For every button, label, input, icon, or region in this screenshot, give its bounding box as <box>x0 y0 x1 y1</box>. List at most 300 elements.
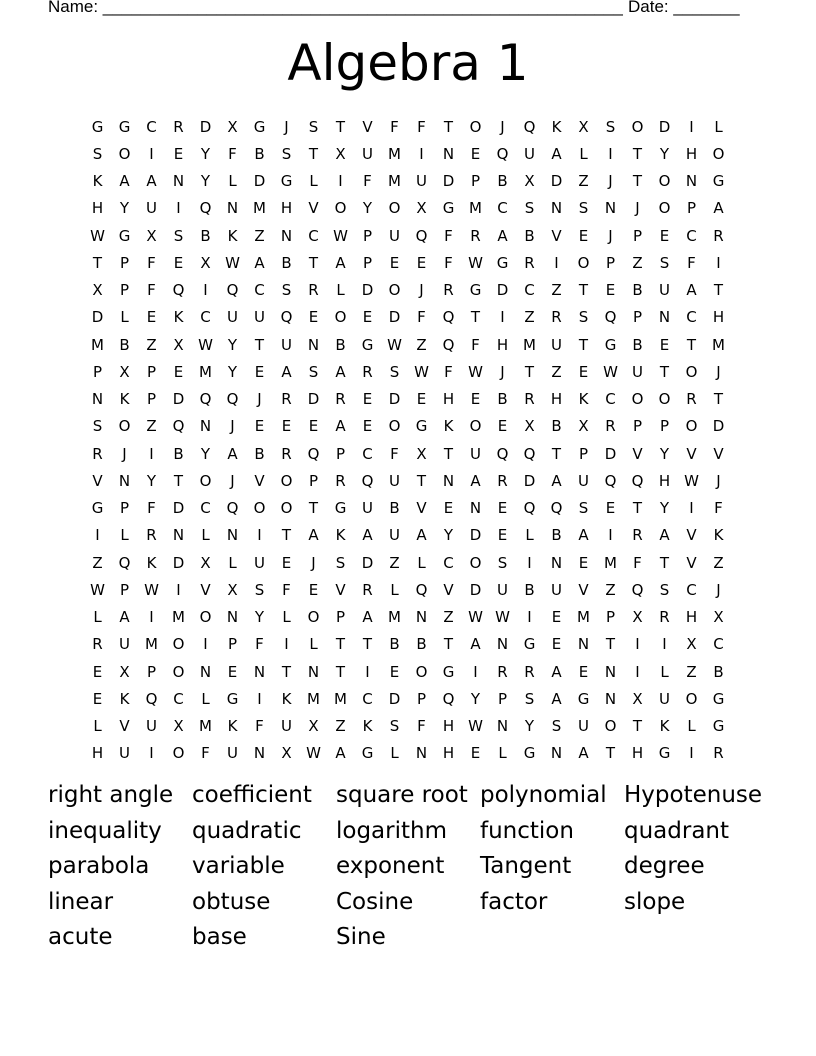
grid-letter: U <box>227 308 238 327</box>
grid-letter: E <box>173 253 184 272</box>
grid-letter: U <box>551 335 562 354</box>
word-bank-item: square root <box>336 782 468 808</box>
grid-letter: O <box>604 717 617 736</box>
grid-letter: O <box>685 417 698 436</box>
grid-letter: B <box>416 635 427 654</box>
grid-letter: T <box>308 144 319 163</box>
grid-letter: Z <box>713 553 724 572</box>
grid-letter: A <box>686 281 697 300</box>
grid-letter: Y <box>200 444 211 463</box>
grid-letter: A <box>551 471 562 490</box>
grid-letter: C <box>686 226 697 245</box>
grid-letter: K <box>659 717 670 736</box>
grid-letter: N <box>604 199 617 218</box>
grid-letter: D <box>388 308 401 327</box>
grid-letter: A <box>362 608 373 627</box>
word-bank-item: polynomial <box>480 782 607 808</box>
grid-letter: C <box>686 308 697 327</box>
grid-letter: D <box>550 172 563 191</box>
grid-letter: V <box>254 471 265 490</box>
grid-letter: G <box>118 117 131 136</box>
date-field-label: Date: _______ <box>628 0 740 16</box>
grid-letter: E <box>146 308 157 327</box>
grid-letter: U <box>146 717 157 736</box>
grid-letter: T <box>632 172 643 191</box>
grid-letter: A <box>335 744 346 763</box>
grid-letter: I <box>257 526 262 545</box>
grid-letter: Q <box>361 471 374 490</box>
grid-letter: W <box>90 580 105 599</box>
grid-letter: F <box>228 144 237 163</box>
grid-letter: L <box>120 526 129 545</box>
grid-letter: P <box>686 199 697 218</box>
grid-letter: T <box>632 499 643 518</box>
grid-letter: H <box>658 471 671 490</box>
grid-letter: G <box>712 689 725 708</box>
grid-letter: U <box>524 144 535 163</box>
grid-row <box>84 331 732 358</box>
grid-letter: R <box>713 744 724 763</box>
grid-letter: X <box>524 172 535 191</box>
grid-letter: L <box>309 635 318 654</box>
grid-letter: N <box>226 199 239 218</box>
grid-letter: G <box>496 253 509 272</box>
grid-letter: N <box>577 635 590 654</box>
grid-letter: J <box>500 362 505 381</box>
grid-letter: E <box>659 226 670 245</box>
grid-letter: V <box>686 526 697 545</box>
grid-letter: Z <box>389 553 400 572</box>
grid-letter: H <box>91 199 104 218</box>
grid-letter: O <box>658 199 671 218</box>
grid-letter: I <box>149 444 154 463</box>
grid-letter: B <box>254 444 265 463</box>
grid-letter: F <box>147 253 156 272</box>
grid-letter: T <box>551 444 562 463</box>
grid-letter: L <box>228 172 237 191</box>
grid-letter: S <box>335 553 346 572</box>
grid-letter: V <box>119 717 130 736</box>
grid-letter: O <box>118 144 131 163</box>
grid-letter: E <box>551 635 562 654</box>
grid-letter: I <box>716 253 721 272</box>
grid-letter: U <box>470 444 481 463</box>
grid-row <box>84 495 732 522</box>
grid-letter: U <box>281 717 292 736</box>
grid-letter: F <box>255 717 264 736</box>
grid-letter: D <box>523 471 536 490</box>
grid-letter: U <box>551 580 562 599</box>
grid-row <box>84 222 732 249</box>
grid-letter: D <box>91 308 104 327</box>
grid-letter: R <box>308 281 319 300</box>
grid-letter: Z <box>551 281 562 300</box>
grid-letter: F <box>147 499 156 518</box>
grid-letter: K <box>551 117 562 136</box>
grid-letter: N <box>280 226 293 245</box>
grid-letter: M <box>577 608 590 627</box>
grid-letter: V <box>308 199 319 218</box>
grid-letter: Q <box>442 335 455 354</box>
grid-letter: Y <box>443 526 454 545</box>
grid-letter: L <box>201 526 210 545</box>
grid-letter: F <box>471 335 480 354</box>
grid-letter: T <box>713 390 724 409</box>
grid-letter: Q <box>226 281 239 300</box>
grid-letter: G <box>469 281 482 300</box>
grid-letter: R <box>92 635 103 654</box>
grid-letter: K <box>362 717 373 736</box>
grid-letter: C <box>146 117 157 136</box>
grid-letter: G <box>118 226 131 245</box>
grid-letter: Z <box>632 253 643 272</box>
grid-letter: U <box>578 717 589 736</box>
grid-letter: V <box>443 580 454 599</box>
grid-letter: M <box>172 608 185 627</box>
grid-letter: S <box>308 117 319 136</box>
grid-letter: H <box>442 744 455 763</box>
grid-letter: G <box>523 635 536 654</box>
grid-row <box>84 358 732 385</box>
grid-letter: J <box>608 172 613 191</box>
grid-letter: Y <box>659 144 670 163</box>
grid-letter: U <box>389 226 400 245</box>
grid-letter: R <box>362 580 373 599</box>
grid-letter: R <box>335 471 346 490</box>
word-bank-item: logarithm <box>336 817 448 844</box>
word-bank-item: exponent <box>336 853 445 879</box>
grid-letter: N <box>442 471 455 490</box>
grid-row <box>84 631 732 658</box>
grid-letter: F <box>255 635 264 654</box>
grid-letter: X <box>524 417 535 436</box>
grid-letter: N <box>307 662 320 681</box>
grid-letter: T <box>92 253 103 272</box>
grid-letter: N <box>307 335 320 354</box>
grid-letter: X <box>200 553 211 572</box>
grid-letter: X <box>713 608 724 627</box>
grid-letter: D <box>469 580 482 599</box>
grid-letter: X <box>416 199 427 218</box>
grid-letter: P <box>497 689 508 708</box>
grid-letter: X <box>173 717 184 736</box>
grid-letter: T <box>659 362 670 381</box>
grid-letter: I <box>149 608 154 627</box>
grid-letter: L <box>714 117 723 136</box>
grid-letter: P <box>146 662 157 681</box>
grid-letter: S <box>605 117 616 136</box>
grid-letter: W <box>468 717 483 736</box>
grid-letter: X <box>308 717 319 736</box>
grid-letter: Q <box>307 444 320 463</box>
grid-letter: U <box>497 580 508 599</box>
word-bank-item: variable <box>192 853 285 879</box>
grid-letter: M <box>388 144 401 163</box>
grid-letter: S <box>551 717 562 736</box>
grid-letter: M <box>199 717 212 736</box>
word-bank-item: linear <box>48 888 114 915</box>
grid-letter: E <box>308 580 319 599</box>
grid-letter: L <box>309 172 318 191</box>
grid-letter: A <box>227 444 238 463</box>
grid-letter: O <box>469 117 482 136</box>
grid-letter: X <box>686 635 697 654</box>
grid-letter: N <box>496 717 509 736</box>
grid-letter: T <box>632 144 643 163</box>
grid-letter: Y <box>524 717 535 736</box>
grid-letter: U <box>119 635 130 654</box>
grid-letter: G <box>442 199 455 218</box>
grid-letter: I <box>149 744 154 763</box>
grid-letter: D <box>442 172 455 191</box>
grid-letter: Q <box>523 117 536 136</box>
grid-row <box>84 140 732 167</box>
grid-letter: G <box>577 689 590 708</box>
grid-letter: K <box>578 390 589 409</box>
grid-letter: R <box>470 226 481 245</box>
grid-letter: Q <box>415 580 428 599</box>
grid-letter: O <box>253 499 266 518</box>
grid-letter: E <box>659 335 670 354</box>
grid-letter: U <box>119 744 130 763</box>
grid-letter: Y <box>659 444 670 463</box>
grid-letter: T <box>335 662 346 681</box>
grid-letter: R <box>632 526 643 545</box>
grid-letter: T <box>659 553 670 572</box>
grid-letter: L <box>228 553 237 572</box>
grid-letter: N <box>172 172 185 191</box>
grid-letter: P <box>632 417 643 436</box>
grid-letter: D <box>172 553 185 572</box>
grid-letter: P <box>119 281 130 300</box>
grid-letter: B <box>551 526 562 545</box>
grid-letter: O <box>631 390 644 409</box>
grid-letter: E <box>551 608 562 627</box>
grid-letter: P <box>308 471 319 490</box>
grid-letter: H <box>631 744 644 763</box>
grid-letter: Q <box>496 144 509 163</box>
grid-letter: T <box>443 117 454 136</box>
grid-letter: U <box>389 526 400 545</box>
grid-letter: D <box>469 526 482 545</box>
grid-letter: P <box>119 253 130 272</box>
grid-letter: Y <box>227 362 238 381</box>
grid-letter: Q <box>199 390 212 409</box>
grid-letter: M <box>199 362 212 381</box>
grid-letter: K <box>443 417 454 436</box>
grid-letter: E <box>470 390 481 409</box>
grid-row <box>84 604 732 631</box>
grid-letter: R <box>281 444 292 463</box>
grid-letter: U <box>416 172 427 191</box>
grid-letter: X <box>200 253 211 272</box>
grid-letter: N <box>604 689 617 708</box>
grid-letter: D <box>172 390 185 409</box>
grid-letter: B <box>632 335 643 354</box>
grid-letter: B <box>524 580 535 599</box>
grid-letter: U <box>389 471 400 490</box>
grid-row <box>84 304 732 331</box>
grid-letter: L <box>93 608 102 627</box>
grid-letter: W <box>333 226 348 245</box>
grid-letter: E <box>497 499 508 518</box>
grid-letter: E <box>578 553 589 572</box>
grid-letter: Y <box>200 172 211 191</box>
grid-letter: I <box>419 144 424 163</box>
grid-letter: R <box>524 662 535 681</box>
grid-row <box>84 576 732 603</box>
grid-letter: J <box>716 362 721 381</box>
grid-letter: V <box>92 471 103 490</box>
grid-letter: O <box>388 417 401 436</box>
grid-letter: C <box>497 199 508 218</box>
grid-letter: X <box>632 689 643 708</box>
grid-letter: Y <box>470 689 481 708</box>
grid-letter: A <box>470 635 481 654</box>
grid-letter: R <box>146 526 157 545</box>
grid-letter: T <box>605 635 616 654</box>
grid-letter: R <box>713 226 724 245</box>
grid-letter: O <box>172 744 185 763</box>
grid-letter: O <box>577 253 590 272</box>
grid-letter: U <box>632 362 643 381</box>
grid-letter: I <box>527 608 532 627</box>
grid-letter: J <box>716 471 721 490</box>
grid-letter: B <box>524 226 535 245</box>
grid-row <box>84 713 732 740</box>
grid-letter: B <box>497 390 508 409</box>
grid-letter: E <box>416 253 427 272</box>
grid-letter: N <box>415 744 428 763</box>
grid-letter: O <box>280 471 293 490</box>
grid-letter: R <box>335 390 346 409</box>
grid-letter: D <box>172 499 185 518</box>
grid-letter: W <box>306 744 321 763</box>
grid-letter: W <box>198 335 213 354</box>
grid-letter: S <box>524 199 535 218</box>
grid-letter: X <box>119 662 130 681</box>
grid-letter: X <box>146 226 157 245</box>
grid-letter: K <box>146 553 157 572</box>
grid-letter: X <box>173 335 184 354</box>
grid-letter: N <box>199 417 212 436</box>
grid-letter: N <box>253 744 266 763</box>
grid-letter: G <box>442 662 455 681</box>
grid-letter: Y <box>659 499 670 518</box>
word-bank-item: right angle <box>48 782 174 808</box>
grid-letter: A <box>659 526 670 545</box>
grid-letter: R <box>362 362 373 381</box>
grid-letter: G <box>604 335 617 354</box>
grid-letter: C <box>443 553 454 572</box>
grid-letter: Q <box>226 390 239 409</box>
grid-letter: Q <box>145 689 158 708</box>
grid-letter: C <box>524 281 535 300</box>
grid-letter: A <box>254 253 265 272</box>
grid-letter: K <box>119 689 130 708</box>
grid-letter: J <box>122 444 127 463</box>
grid-letter: P <box>416 689 427 708</box>
grid-letter: M <box>334 689 347 708</box>
grid-letter: T <box>524 362 535 381</box>
grid-letter: Q <box>442 308 455 327</box>
grid-letter: E <box>281 417 292 436</box>
grid-letter: I <box>203 635 208 654</box>
word-bank-item: degree <box>624 853 705 879</box>
grid-letter: D <box>361 553 374 572</box>
grid-letter: T <box>335 635 346 654</box>
grid-letter: F <box>282 580 291 599</box>
grid-letter: E <box>389 253 400 272</box>
grid-letter: D <box>712 417 725 436</box>
grid-letter: Z <box>335 717 346 736</box>
grid-letter: L <box>498 744 507 763</box>
grid-letter: N <box>172 526 185 545</box>
grid-letter: M <box>91 335 104 354</box>
grid-letter: R <box>524 253 535 272</box>
grid-letter: O <box>658 172 671 191</box>
grid-letter: U <box>362 499 373 518</box>
grid-letter: W <box>387 335 402 354</box>
grid-letter: S <box>92 417 103 436</box>
grid-letter: G <box>361 335 374 354</box>
grid-letter: O <box>415 662 428 681</box>
grid-letter: M <box>712 335 725 354</box>
grid-letter: K <box>281 689 292 708</box>
grid-letter: I <box>473 662 478 681</box>
word-bank-item: factor <box>480 888 548 915</box>
word-bank-item: Sine <box>336 924 386 950</box>
grid-letter: N <box>415 608 428 627</box>
grid-letter: N <box>226 608 239 627</box>
grid-letter: X <box>92 281 103 300</box>
grid-letter: Q <box>280 308 293 327</box>
grid-letter: J <box>500 117 505 136</box>
grid-letter: F <box>417 717 426 736</box>
grid-letter: A <box>578 744 589 763</box>
grid-letter: J <box>230 417 235 436</box>
grid-letter: B <box>200 226 211 245</box>
grid-letter: M <box>388 172 401 191</box>
name-field-label: Name: _______________________________________________________ <box>48 0 623 16</box>
grid-letter: F <box>444 253 453 272</box>
grid-letter: B <box>335 335 346 354</box>
grid-letter: H <box>442 390 455 409</box>
grid-letter: G <box>712 717 725 736</box>
grid-letter: Q <box>523 444 536 463</box>
grid-letter: D <box>361 281 374 300</box>
grid-letter: H <box>442 717 455 736</box>
grid-letter: F <box>201 744 210 763</box>
grid-letter: D <box>658 117 671 136</box>
grid-letter: Q <box>523 499 536 518</box>
grid-letter: I <box>500 308 505 327</box>
grid-letter: E <box>497 417 508 436</box>
grid-letter: P <box>470 172 481 191</box>
grid-letter: G <box>91 499 104 518</box>
word-bank-item: inequality <box>48 817 162 844</box>
grid-letter: E <box>92 662 103 681</box>
word-bank-item: slope <box>624 888 686 915</box>
grid-letter: P <box>362 226 373 245</box>
grid-letter: E <box>281 553 292 572</box>
grid-letter: I <box>662 635 667 654</box>
grid-letter: S <box>659 580 670 599</box>
grid-letter: G <box>361 744 374 763</box>
grid-letter: Q <box>442 689 455 708</box>
grid-letter: F <box>444 362 453 381</box>
grid-letter: R <box>551 308 562 327</box>
